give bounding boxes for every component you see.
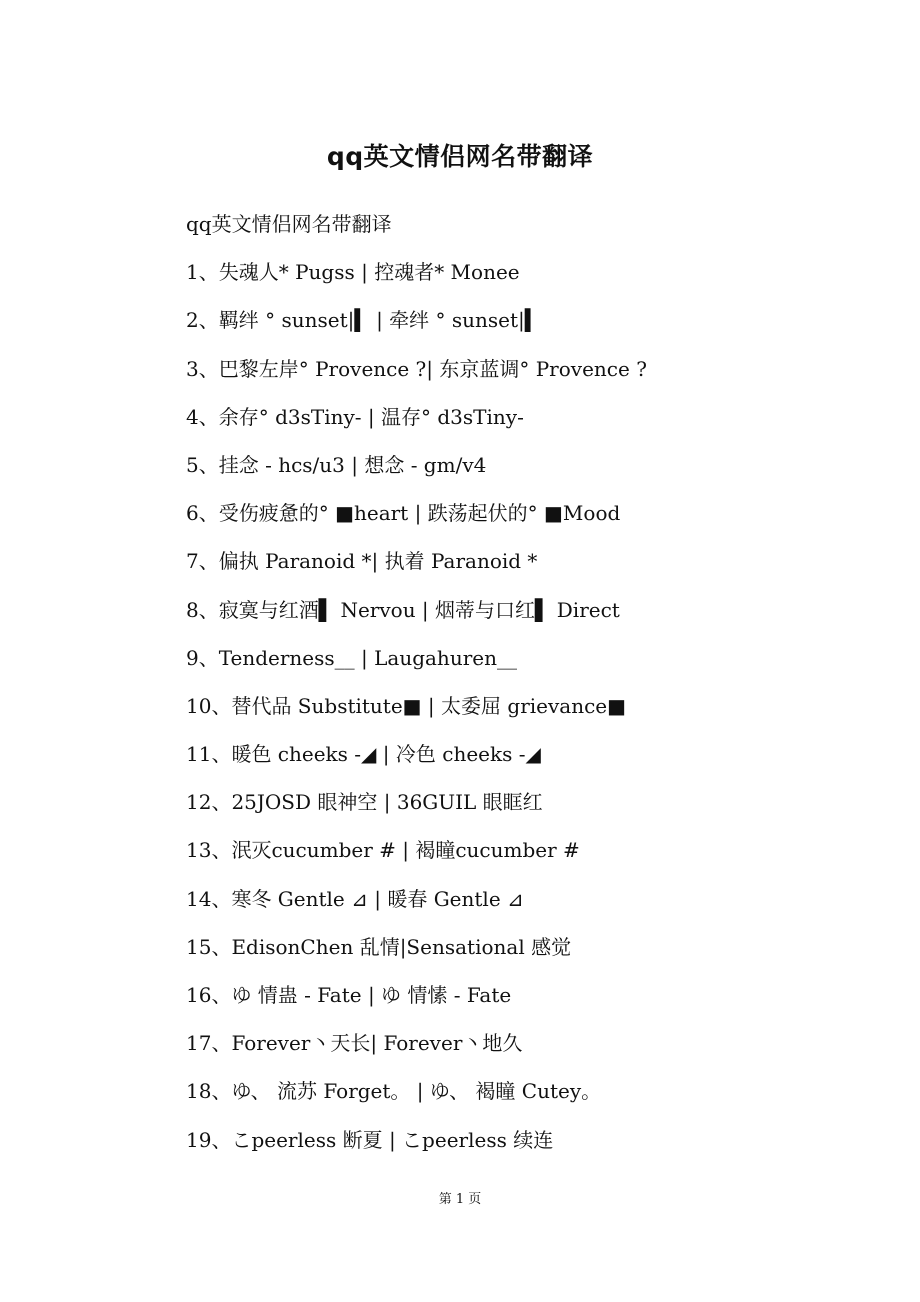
list-item: 7、偏执 Paranoid *| 执着 Paranoid * <box>186 549 538 574</box>
page-number: 第 1 页 <box>438 1192 482 1207</box>
list-item: 16、ゆ 情蛊 - Fate | ゆ 情愫 - Fate <box>186 983 512 1007</box>
list-item: 17、Forever丶天长| Forever丶地久 <box>186 1031 523 1056</box>
list-item: 9、Tenderness__ | Laugahuren__ <box>186 645 517 670</box>
list-item: 10、替代品 Substitute■ | 太委屈 grievance■ <box>186 693 627 718</box>
list-item: 19、こpeerless 断夏 | こpeerless 续连 <box>186 1127 554 1152</box>
document-subtitle: qq英文情侣网名带翻译 <box>186 212 392 236</box>
list-item: 6、受伤疲惫的° ■heart | 跌荡起伏的° ■Mood <box>186 501 621 526</box>
list-item: 11、暖色 cheeks -◢ | 冷色 cheeks -◢ <box>186 742 541 767</box>
list-item: 12、25JOSD 眼神空 | 36GUIL 眼眶红 <box>186 790 543 815</box>
list-item: 3、巴黎左岸° Provence ?| 东京蓝调° Provence ? <box>186 356 647 381</box>
list-item: 15、EdisonChen 乱情|Sensational 感觉 <box>186 934 572 959</box>
list-item: 4、余存° d3sTiny- | 温存° d3sTiny- <box>186 404 524 429</box>
list-item: 5、挂念 - hcs/u3 | 想念 - gm/v4 <box>186 452 487 477</box>
list-item: 14、寒冬 Gentle ⊿ | 暖春 Gentle ⊿ <box>186 886 524 911</box>
list-item: 8、寂寞与红酒▌ Nervou | 烟蒂与口红▌ Direct <box>186 597 620 622</box>
list-item: 13、泯灭cucumber # | 褐瞳cucumber # <box>186 838 580 863</box>
document-body <box>186 206 886 1170</box>
list-item: 1、失魂人* Pugss | 控魂者* Monee <box>186 260 520 285</box>
list-item: 2、羁绊 ° sunset|▍ | 牵绊 ° sunset|▍ <box>186 308 541 333</box>
document-title: qq英文情侣网名带翻译 <box>326 142 594 171</box>
list-item: 18、ゆ、 流苏 Forget。 | ゆ、 褐瞳 Cutey。 <box>186 1079 602 1104</box>
